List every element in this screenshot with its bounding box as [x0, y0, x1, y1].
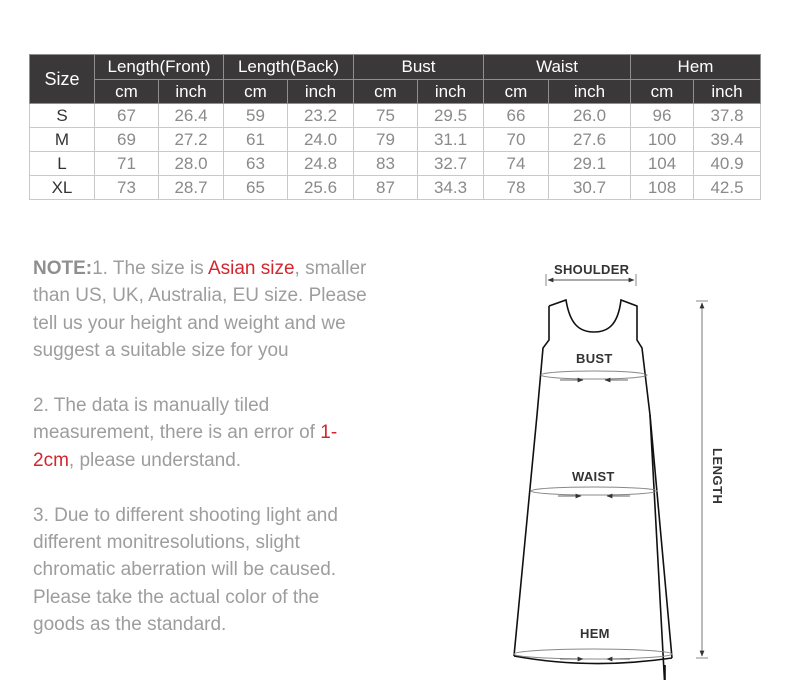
value-cell: 40.9: [694, 152, 761, 176]
value-cell: 42.5: [694, 176, 761, 200]
value-cell: 74: [484, 152, 549, 176]
value-cell: 70: [484, 128, 549, 152]
unit-header: cm: [224, 80, 288, 104]
note-1: [33, 255, 373, 365]
size-chart-table: [29, 54, 761, 200]
hem-label: HEM: [580, 626, 610, 641]
unit-header: cm: [95, 80, 159, 104]
value-cell: 27.6: [549, 128, 631, 152]
value-cell: 26.4: [159, 104, 224, 128]
value-cell: 63: [224, 152, 288, 176]
value-cell: 24.0: [288, 128, 354, 152]
value-cell: 37.8: [694, 104, 761, 128]
value-cell: 78: [484, 176, 549, 200]
waist-header: Waist: [484, 55, 631, 80]
value-cell: 104: [631, 152, 694, 176]
size-cell: XL: [30, 176, 95, 200]
length-front-header: Length(Front): [95, 55, 224, 80]
size-notes: [33, 255, 373, 666]
note-text: , please understand.: [68, 449, 242, 471]
value-cell: 28.7: [159, 176, 224, 200]
unit-header: inch: [288, 80, 354, 104]
note-2: [33, 392, 373, 474]
value-cell: 87: [354, 176, 418, 200]
value-cell: 29.1: [549, 152, 631, 176]
asian-size-highlight: Asian size: [207, 258, 295, 279]
value-cell: 75: [354, 104, 418, 128]
unit-header: cm: [631, 80, 694, 104]
value-cell: 31.1: [418, 128, 484, 152]
value-cell: 26.0: [549, 104, 631, 128]
length-label: LENGTH: [710, 448, 725, 505]
value-cell: 96: [631, 104, 694, 128]
value-cell: 83: [354, 152, 418, 176]
value-cell: 69: [95, 128, 159, 152]
value-cell: 100: [631, 128, 694, 152]
value-cell: 32.7: [418, 152, 484, 176]
value-cell: 25.6: [288, 176, 354, 200]
length-back-header: Length(Back): [224, 55, 354, 80]
value-cell: 71: [95, 152, 159, 176]
note-label: NOTE:: [33, 258, 93, 279]
table-row: [30, 104, 761, 128]
size-cell: S: [30, 104, 95, 128]
value-cell: 61: [224, 128, 288, 152]
hem-header: Hem: [631, 55, 761, 80]
unit-header: inch: [418, 80, 484, 104]
value-cell: 67: [95, 104, 159, 128]
value-cell: 28.0: [159, 152, 224, 176]
shoulder-label: SHOULDER: [554, 262, 630, 277]
unit-header: inch: [159, 80, 224, 104]
dress-measurement-diagram: [500, 250, 760, 680]
note-text: 2. The data is manually tiled measurement, there is an error of: [33, 395, 321, 444]
bust-header: Bust: [354, 55, 484, 80]
value-cell: 34.3: [418, 176, 484, 200]
size-cell: M: [30, 128, 95, 152]
table-row: [30, 152, 761, 176]
table-row: [30, 128, 761, 152]
value-cell: 29.5: [418, 104, 484, 128]
note-text: 1. The size is: [92, 258, 208, 279]
value-cell: 23.2: [288, 104, 354, 128]
value-cell: 79: [354, 128, 418, 152]
value-cell: 108: [631, 176, 694, 200]
note-text: , smaller than US, UK, Australia, EU size. Please tell us your height and weight and we suggest a suitable size for you: [33, 258, 367, 362]
size-column-header: Size: [30, 55, 95, 104]
unit-header: cm: [484, 80, 549, 104]
value-cell: 65: [224, 176, 288, 200]
error-range-highlight: 1-2cm: [33, 422, 338, 471]
value-cell: 39.4: [694, 128, 761, 152]
value-cell: 73: [95, 176, 159, 200]
bust-label: BUST: [576, 351, 613, 366]
value-cell: 59: [224, 104, 288, 128]
table-row: [30, 176, 761, 200]
value-cell: 27.2: [159, 128, 224, 152]
value-cell: 66: [484, 104, 549, 128]
unit-header: inch: [549, 80, 631, 104]
value-cell: 30.7: [549, 176, 631, 200]
size-cell: L: [30, 152, 95, 176]
value-cell: 24.8: [288, 152, 354, 176]
unit-header: inch: [694, 80, 761, 104]
waist-label: WAIST: [572, 469, 615, 484]
unit-header: cm: [354, 80, 418, 104]
note-3: 3. Due to different shooting light and different monitresolutions, slight chromatic aberration will be caused. Please take the actual color of the goods as the standard.: [33, 504, 338, 636]
